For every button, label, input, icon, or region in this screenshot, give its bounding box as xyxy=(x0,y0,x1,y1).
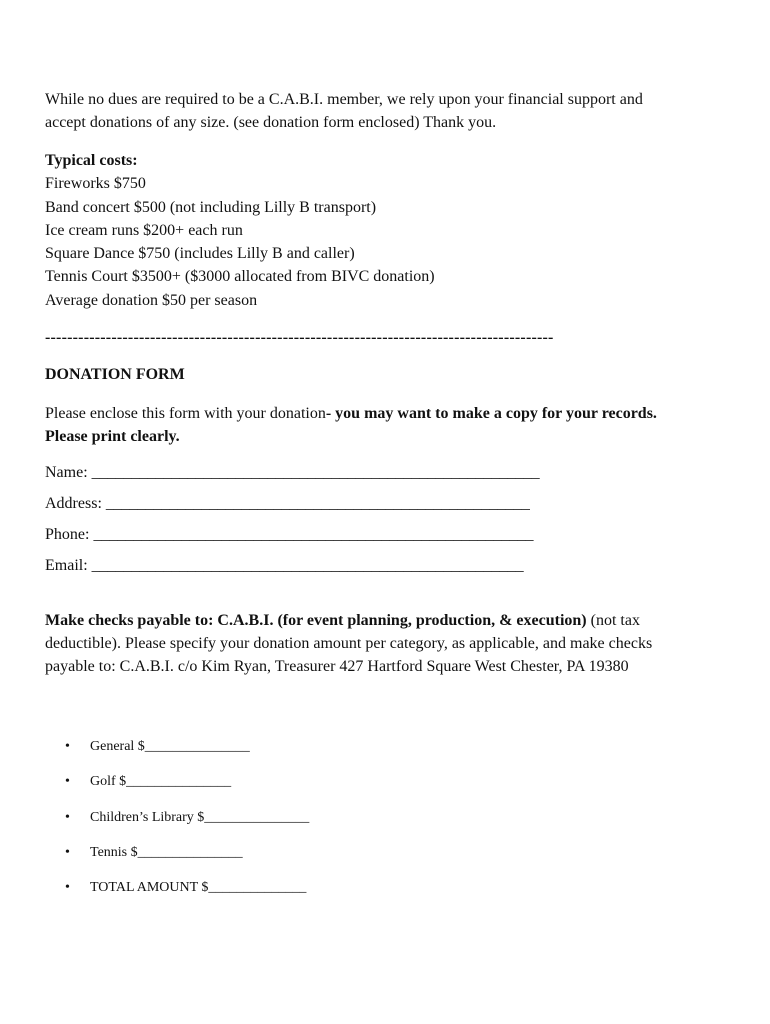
cost-item-ice-cream: Ice cream runs $200+ each run xyxy=(45,221,243,239)
bullet-icon: • xyxy=(65,809,70,825)
document-page xyxy=(45,88,745,915)
donation-item-general[interactable] xyxy=(45,738,745,773)
typical-costs-heading: Typical costs: xyxy=(45,152,138,169)
bullet-icon: • xyxy=(65,880,70,896)
cost-item-band-concert: Band concert $500 (not including Lilly B transport) xyxy=(45,198,377,216)
bullet-icon: • xyxy=(65,844,70,860)
donation-item-golf[interactable] xyxy=(45,773,745,808)
instruction-print-clearly: Please print clearly. xyxy=(45,428,180,446)
typical-costs-section xyxy=(45,149,745,312)
intro-line-2: accept donations of any size. (see donation form enclosed) Thank you. xyxy=(45,114,497,131)
cost-item-square-dance: Square Dance $750 (includes Lilly B and caller) xyxy=(45,245,355,263)
phone-field[interactable]: Phone: _______________________________________________________ xyxy=(45,526,534,544)
bullet-icon: • xyxy=(65,739,70,755)
donation-form-title: DONATION FORM xyxy=(45,366,185,384)
cost-item-average-donation: Average donation $50 per season xyxy=(45,291,258,309)
donation-item-childrens-library[interactable] xyxy=(45,809,745,844)
donation-item-total[interactable] xyxy=(45,879,745,914)
checks-payable-line-3: payable to: C.A.B.I. c/o Kim Ryan, Treasurer 427 Hartford Square West Chester, PA 19380 xyxy=(45,658,629,676)
checks-payable-paragraph xyxy=(45,609,745,678)
checks-payable-line-2: deductible). Please specify your donation amount per category, as applicable, and make checks xyxy=(45,635,653,653)
donation-item-label: TOTAL AMOUNT $______________ xyxy=(90,880,307,896)
donation-item-label: Golf $_______________ xyxy=(90,774,232,790)
cost-item-tennis-court: Tennis Court $3500+ ($3000 allocated from BIVC donation) xyxy=(45,268,435,286)
email-field[interactable]: Email: ______________________________________________________ xyxy=(45,557,524,575)
cost-item-fireworks: Fireworks $750 xyxy=(45,175,146,193)
instruction-copy-note: - you may want to make a copy for your records. xyxy=(325,405,657,423)
checks-payable-line-1-rest: (not tax xyxy=(586,612,640,630)
donation-item-tennis[interactable] xyxy=(45,844,745,879)
name-field[interactable]: Name: ________________________________________________________ xyxy=(45,464,540,482)
intro-paragraph xyxy=(45,88,745,134)
bullet-icon: • xyxy=(65,774,70,790)
section-divider: -------------------------------------------------------------------------------------------- xyxy=(45,329,554,347)
intro-line-1: While no dues are required to be a C.A.B.I. member, we rely upon your financial support and xyxy=(45,91,643,108)
donation-item-label: General $_______________ xyxy=(90,739,250,755)
donation-item-label: Children’s Library $_______________ xyxy=(90,809,310,825)
donation-category-list xyxy=(45,738,745,914)
contact-fields xyxy=(45,463,745,587)
donation-item-label: Tennis $_______________ xyxy=(90,844,243,860)
instruction-text: Please enclose this form with your donation xyxy=(45,405,326,423)
checks-payable-bold: Make checks payable to: C.A.B.I. (for event planning, production, & execution) xyxy=(45,612,587,630)
form-instructions xyxy=(45,402,745,448)
address-field[interactable]: Address: _____________________________________________________ xyxy=(45,495,530,513)
